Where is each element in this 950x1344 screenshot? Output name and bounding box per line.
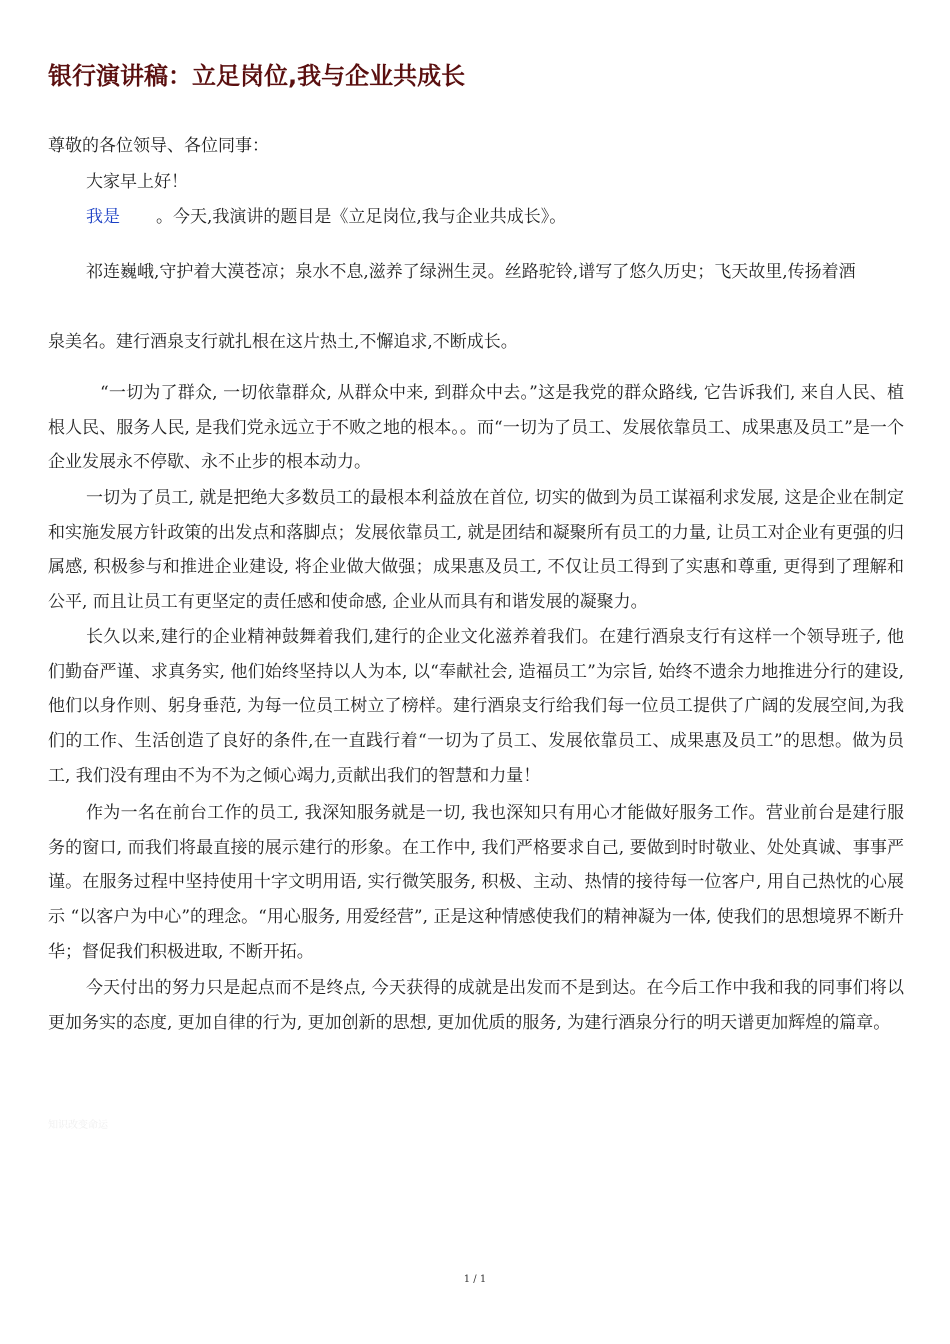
greeting-line: 大家早上好！ <box>86 172 188 192</box>
paragraph-3: 一切为了员工, 就是把绝大多数员工的最根本利益放在首位, 切实的做到为员工谋福利求发展, 这是企业在制定和实施发展方针政策的出发点和落脚点；发展依靠员工, 就是团结和凝聚所有员工的力量, 让员工对企业有更强的归属感, 积极参与和推进企业建设, 将企业做大做强；成果惠及员工, 不仅让员工得到了实惠和尊重, 更得到了理解和公平, 而且让员工有更坚定的责任感和使命感, 企业从而具有和谐发展的凝聚力。 <box>48 488 904 613</box>
paragraph-1-line-1: 祁连巍峨,守护着大漠苍凉；泉水不息,滋养了绿洲生灵。丝路驼铃,谱写了悠久历史；飞天故里,传扬着酒 <box>86 262 856 282</box>
page-number: 1 / 1 <box>463 1274 487 1285</box>
speaker-prefix: 我是 <box>86 207 120 227</box>
paragraph-1-line-2: 泉美名。建行酒泉支行就扎根在这片热土,不懈追求,不断成长。 <box>48 332 518 352</box>
paragraph-6: 今天付出的努力只是起点而不是终点, 今天获得的成就是出发而不是到达。在今后工作中我和我的同事们将以更加务实的态度, 更加自律的行为, 更加创新的思想, 更加优质的服务, 为建行酒泉分行的明天谱更加辉煌的篇章。 <box>48 978 904 1033</box>
salutation: 尊敬的各位领导、各位同事： <box>48 136 269 156</box>
document-title: 银行演讲稿：立足岗位,我与企业共成长 <box>48 62 466 90</box>
paragraph-4: 长久以来,建行的企业精神鼓舞着我们,建行的企业文化滋养着我们。在建行酒泉支行有这样一个领导班子, 他们勤奋严谨、求真务实, 他们始终坚持以人为本, 以“奉献社会, 造福员工”为宗旨, 始终不遗余力地推进分行的建设, 他们以身作则、躬身垂范, 为每一位员工树立了榜样。建行酒泉支行给我们每一位员工提供了广阔的发展空间,为我们的工作、生活创造了良好的条件,在一直践行着“一切为了员工、发展依靠员工、成果惠及员工”的思想。做为员工, 我们没有理由不为不为之倾心竭力,贡献出我们的智慧和力量！ <box>48 627 904 786</box>
intro-line <box>86 202 566 227</box>
watermark: 知识改变命运 <box>48 1120 108 1131</box>
paragraph-2: “一切为了群众, 一切依靠群众, 从群众中来, 到群众中去。”这是我党的群众路线, 它告诉我们, 来自人民、植根人民、服务人民, 是我们党永远立于不败之地的根本。。而“一切为了员工、发展依靠员工、成果惠及员工”是一个企业发展永不停歇、永不止步的根本动力。 <box>48 383 904 473</box>
intro-text: 。今天,我演讲的题目是《立足岗位,我与企业共成长》。 <box>156 207 567 227</box>
paragraph-5: 作为一名在前台工作的员工, 我深知服务就是一切, 我也深知只有用心才能做好服务工作。营业前台是建行服务的窗口, 而我们将最直接的展示建行的形象。在工作中, 我们严格要求自己, 要做到时时敬业、处处真诚、事事严谨。在服务过程中坚持使用十字文明用语, 实行微笑服务, 积极、主动、热情的接待每一位客户, 用自己热忱的心展示 “以客户为中心”的理念。“用心服务, 用爱经营”, 正是这种情感使我们的精神凝为一体, 使我们的思想境界不断升华；督促我们积极进取, 不断开拓。 <box>48 803 904 962</box>
